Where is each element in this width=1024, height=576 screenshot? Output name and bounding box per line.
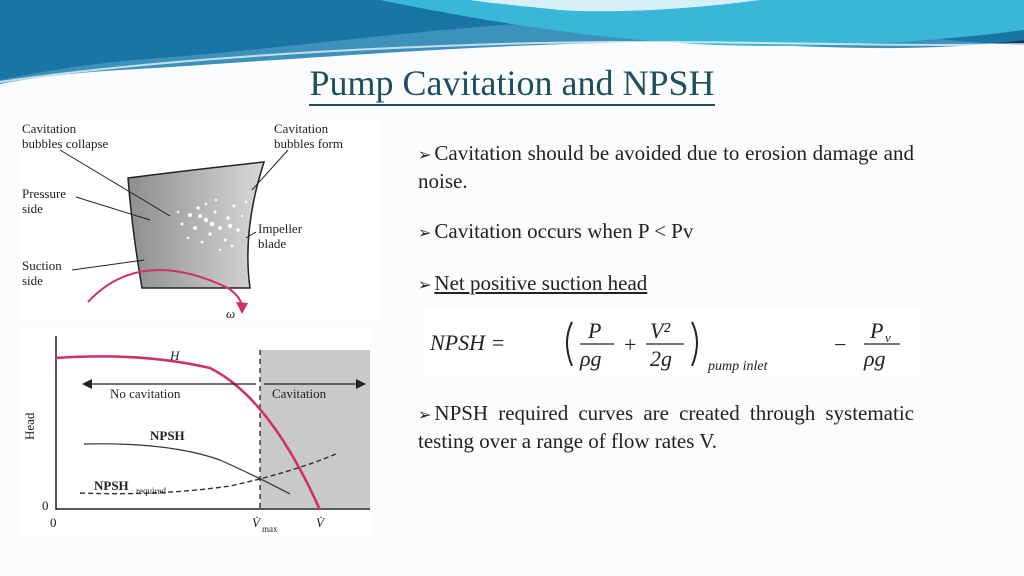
label-pressure-side: Pressure xyxy=(22,186,67,201)
label-H: H xyxy=(170,348,180,363)
svg-text:ρg: ρg xyxy=(580,346,602,371)
svg-text:bubbles form: bubbles form xyxy=(274,136,343,151)
bullet-item: ➢ NPSH required curves are created through systematic testing over a range of flow rates V. xyxy=(418,401,914,453)
svg-text:2g: 2g xyxy=(650,346,672,371)
svg-text:side: side xyxy=(22,201,43,216)
label-npsh: NPSH xyxy=(150,428,185,443)
label-bubbles-collapse: Cavitation xyxy=(22,121,77,136)
label-cavitation: Cavitation xyxy=(272,386,327,401)
svg-text:P: P xyxy=(588,318,602,343)
svg-text:V²: V² xyxy=(650,318,671,343)
label-npsh-required: NPSH xyxy=(94,478,129,493)
axis-label-head: Head xyxy=(22,412,37,440)
blade-shape xyxy=(128,162,264,288)
svg-text:bubbles collapse: bubbles collapse xyxy=(22,136,109,151)
svg-text:P: P xyxy=(870,318,884,343)
label-impeller-blade: Impeller xyxy=(258,221,303,236)
bullet-item: ➢ Net positive suction head xyxy=(418,271,648,295)
slide-title: Pump Cavitation and NPSH xyxy=(0,62,1024,104)
svg-text:required: required xyxy=(136,486,166,496)
npsh-head-chart xyxy=(20,328,370,536)
svg-text:+: + xyxy=(624,332,637,357)
axis-zero-x: 0 xyxy=(50,515,57,530)
label-suction-side: Suction xyxy=(22,258,62,273)
label-vmax: V̇ xyxy=(252,515,260,530)
npsh-formula xyxy=(424,308,920,376)
svg-text:ρg: ρg xyxy=(864,346,886,371)
label-omega: ω xyxy=(226,306,236,320)
label-no-cavitation: No cavitation xyxy=(110,386,181,401)
formula-subscript: pump inlet xyxy=(708,359,768,374)
bullet-item: ➢ Cavitation occurs when P < Pv xyxy=(418,219,694,243)
label-vdot: V̇ xyxy=(316,515,324,530)
formula-lhs: NPSH = xyxy=(430,330,506,355)
svg-text:blade: blade xyxy=(258,236,287,251)
bullet-list xyxy=(418,140,914,322)
svg-text:−: − xyxy=(834,332,847,357)
bullet-item: ➢ Cavitation should be avoided due to erosion damage and noise. xyxy=(418,141,914,193)
svg-text:side: side xyxy=(22,273,43,288)
svg-text:max: max xyxy=(262,524,278,534)
svg-text:v: v xyxy=(885,330,891,345)
axis-zero-y: 0 xyxy=(42,498,49,513)
bullet-list-lower xyxy=(418,400,914,478)
impeller-blade-figure xyxy=(20,120,380,320)
label-bubbles-form: Cavitation xyxy=(274,121,329,136)
